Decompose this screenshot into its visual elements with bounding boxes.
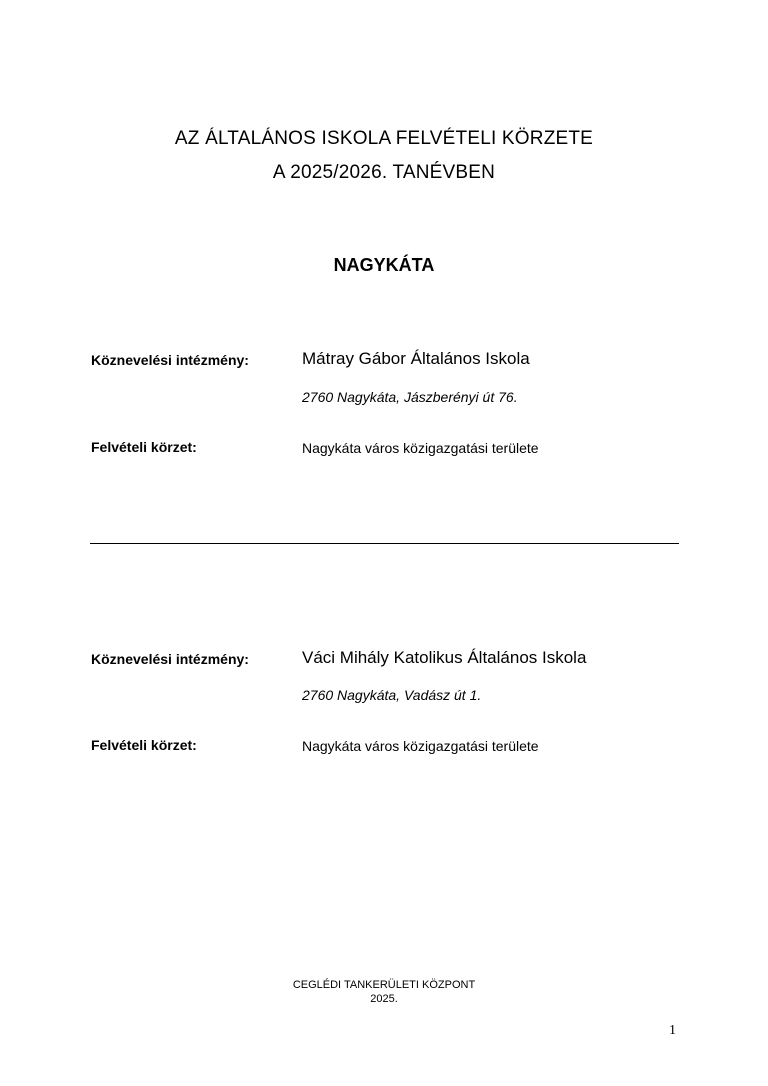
district-value: Nagykáta város közigazgatási területe: [302, 738, 539, 754]
document-title-line-1: AZ ÁLTALÁNOS ISKOLA FELVÉTELI KÖRZETE: [174, 128, 594, 149]
institution-name: Váci Mihály Katolikus Általános Iskola: [302, 648, 587, 667]
institution-address: 2760 Nagykáta, Jászberényi út 76.: [302, 389, 518, 405]
institution-label: Köznevelési intézmény:: [91, 352, 249, 368]
footer-year: 2025.: [370, 993, 398, 1005]
institution-address: 2760 Nagykáta, Vadász út 1.: [302, 687, 482, 703]
district-label: Felvételi körzet:: [91, 439, 197, 455]
document-title-line-2: A 2025/2026. TANÉVBEN: [272, 162, 496, 183]
district-label: Felvételi körzet:: [91, 737, 197, 753]
institution-name: Mátray Gábor Általános Iskola: [302, 349, 530, 368]
city-heading: NAGYKÁTA: [333, 255, 435, 275]
section-divider: [90, 543, 679, 544]
district-value: Nagykáta város közigazgatási területe: [302, 440, 539, 456]
footer-organization: CEGLÉDI TANKERÜLETI KÖZPONT: [292, 979, 476, 991]
page-number: 1: [669, 1023, 676, 1038]
institution-label: Köznevelési intézmény:: [91, 651, 249, 667]
